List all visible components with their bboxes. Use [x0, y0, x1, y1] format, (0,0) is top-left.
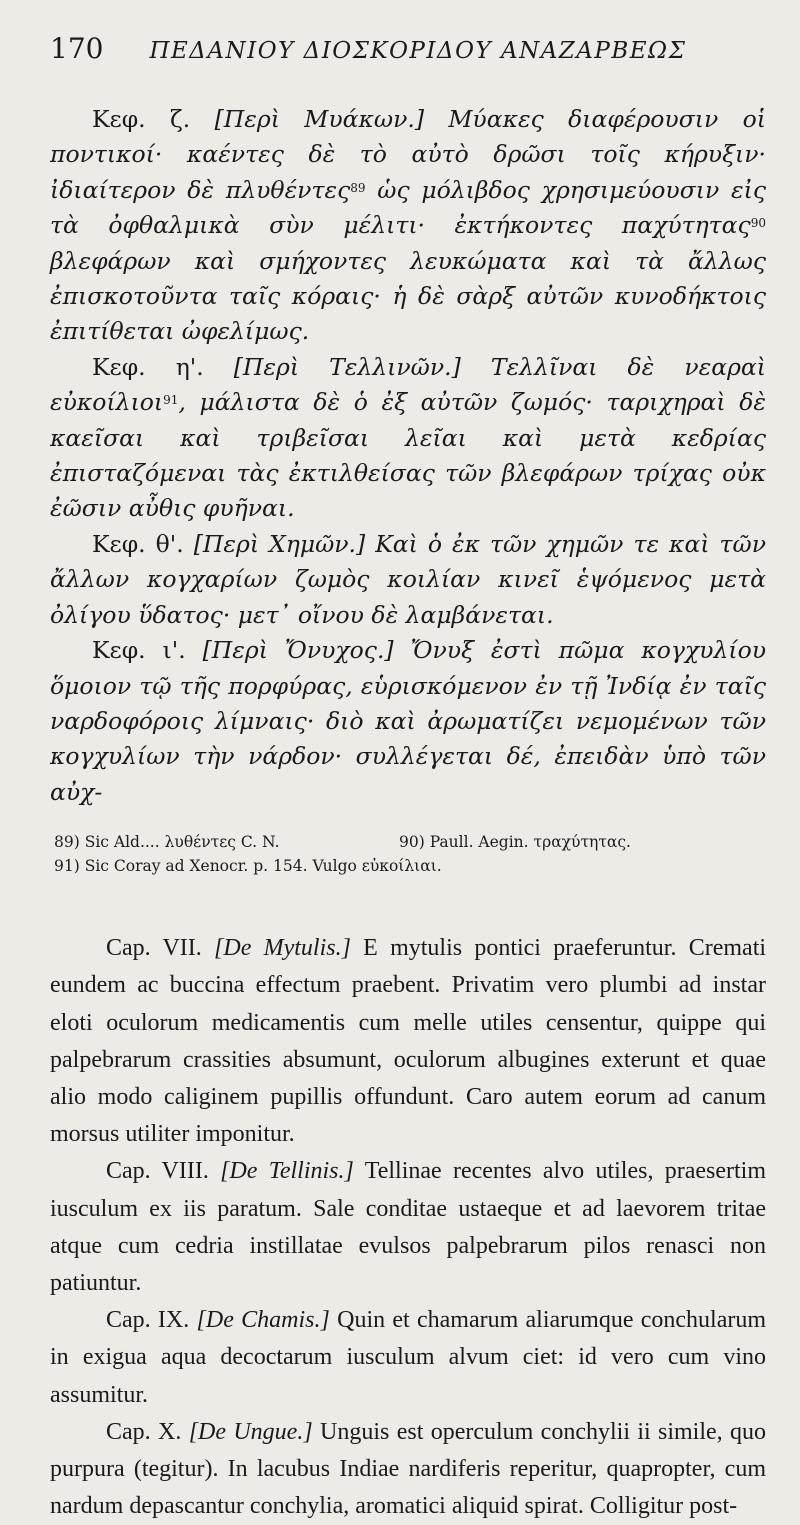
- footnote-ref[interactable]: 91: [163, 393, 179, 408]
- chapter-text: Tellinae recentes alvo utiles, praesertim iusculum ex iis paratum. Sale conditae ustaeque et ad laevorem tritae atque cum cedria instillatae evulsos palpebrarum pilos renasci non patiuntur.: [50, 1158, 767, 1296]
- chapter-heading: [De Ungue.]: [188, 1418, 313, 1445]
- chapter-text: , μάλιστα δὲ ὁ ἐξ αὐτῶν ζωμός· ταριχηραὶ δὲ καεῖσαι καὶ τριβεῖσαι λεῖαι καὶ μετὰ κεδρίας ἐπισταζόμεναι τὰς ἐκτιλθείσας τῶν βλεφάρων τρίχας οὐκ ἐῶσιν αὖθις φυῆναι.: [50, 388, 766, 523]
- chapter-heading: [De Mytulis.]: [214, 935, 351, 962]
- greek-chapter-7: [50, 102, 766, 350]
- latin-chapter-7: [50, 930, 766, 1153]
- chapter-text: ὡς μόλιβδος χρησιμεύουσιν εἰς τὰ ὀφθαλμικὰ σὺν μέλιτι· ἐκτήκοντες παχύτητας: [50, 175, 766, 240]
- chapter-heading: [De Tellinis.]: [220, 1158, 354, 1185]
- chapter-label: Cap. X.: [106, 1418, 182, 1445]
- chapter-text: Τελλῖναι δὲ νεαραὶ εὐκοίλιοι: [50, 352, 766, 417]
- chapter-text: βλεφάρων καὶ σμήχοντες λευκώματα καὶ τὰ ἄλλως ἐπισκοτοῦντα ταῖς κόραις· ἡ δὲ σὰρξ αὐτῶν κυνοδήκτοις ἐπιτίθεται ὠφελίμως.: [50, 246, 766, 346]
- footnote-91: 91) Sic Coray ad Xenocr. p. 154. Vulgo εὐκοίλιαι.: [54, 857, 442, 876]
- greek-chapter-8: [50, 350, 766, 527]
- latin-chapter-9: [50, 1302, 766, 1414]
- chapter-text: Ὄνυξ ἐστὶ πῶμα κογχυλίου ὅμοιον τῷ τῆς πορφύρας, εὑρισκόμενον ἐν τῇ Ἰνδίᾳ ἐν ταῖς ναρδοφόροις λίμναις· διὸ καὶ ἀρωματίζει νεμομένων τῶν κογχυλίων τὴν νάρδον· συλλέγεται δέ, ἐπειδὰν ὑπὸ τῶν αὐχ-: [50, 636, 766, 806]
- chapter-heading: [Περὶ Μυάκων.]: [214, 105, 424, 133]
- chapter-heading: [Περὶ Χημῶν.]: [193, 529, 366, 558]
- latin-chapter-10: [50, 1414, 766, 1525]
- chapter-label: Κεφ. η'.: [92, 352, 204, 381]
- page-number: 170: [50, 32, 104, 65]
- greek-chapter-10: [50, 633, 766, 810]
- chapter-label: Κεφ. ζ.: [92, 105, 191, 133]
- chapter-heading: [De Chamis.]: [196, 1307, 330, 1334]
- chapter-label: Κεφ. ι'.: [92, 636, 186, 665]
- footnotes: [50, 830, 766, 878]
- greek-text: [50, 102, 766, 810]
- chapter-text: Unguis est operculum conchylii ii simile, quo purpura (tegitur). In lacubus Indiae nardiferis reperitur, quapropter, cum nardum depascantur conchylia, aromatici aliquid spirat. Colligitur post-: [50, 1418, 767, 1520]
- latin-chapter-8: [50, 1153, 766, 1302]
- chapter-text: Μύακες διαφέρουσιν οἱ ποντικοί· καέντες δὲ τὸ αὐτὸ δρῶσι τοῖς κήρυξιν· ἰδιαίτερον δὲ πλυθέντες: [50, 105, 766, 204]
- chapter-heading: [Περὶ Ὄνυχος.]: [202, 636, 394, 665]
- running-title: ΠΕΔΑΝΙΟΥ ΔΙΟΣΚΟΡΙΔΟΥ ΑΝΑΖΑΡΒΕΩΣ: [149, 38, 687, 64]
- chapter-text: Καὶ ὁ ἐκ τῶν χημῶν τε καὶ τῶν ἄλλων κογχαρίων ζωμὸς κοιλίαν κινεῖ ἑψόμενος μετὰ ὀλίγου ὕδατος· μετ᾽ οἴνου δὲ λαμβάνεται.: [50, 529, 766, 629]
- footnote-ref[interactable]: 90: [750, 216, 766, 231]
- chapter-label: Κεφ. θ'.: [92, 529, 184, 558]
- latin-text: [50, 930, 766, 1525]
- footnote-90: 90) Paull. Aegin. τραχύτητας.: [399, 833, 631, 852]
- footnote-ref[interactable]: 89: [350, 180, 366, 195]
- footnote-89: 89) Sic Ald.... λυθέντες C. N.: [54, 833, 280, 852]
- chapter-label: Cap. VII.: [106, 935, 202, 962]
- footnote-row: [50, 854, 766, 878]
- page-header: [50, 32, 766, 84]
- chapter-label: Cap. VIII.: [106, 1158, 209, 1185]
- chapter-text: E mytulis pontici praeferuntur. Cremati eundem ac buccina effectum praebent. Privatim vero plumbi ad instar eloti oculorum medicamentis cum melle utiles censentur, quippe qui palpebrarum crassities absumunt, oculorum albugines exterunt et quae alio modo caliginem pupillis offundunt. Caro autem eorum ad canum morsus utiliter imponitur.: [50, 935, 767, 1148]
- greek-chapter-9: [50, 527, 766, 633]
- chapter-label: Cap. IX.: [106, 1307, 190, 1334]
- footnote-row: [50, 830, 766, 854]
- chapter-text: Quin et chamarum aliarumque conchularum in exigua aqua decoctarum iusculum alvum ciet: id vero cum vino assumitur.: [50, 1307, 767, 1408]
- chapter-heading: [Περὶ Τελλινῶν.]: [233, 352, 461, 381]
